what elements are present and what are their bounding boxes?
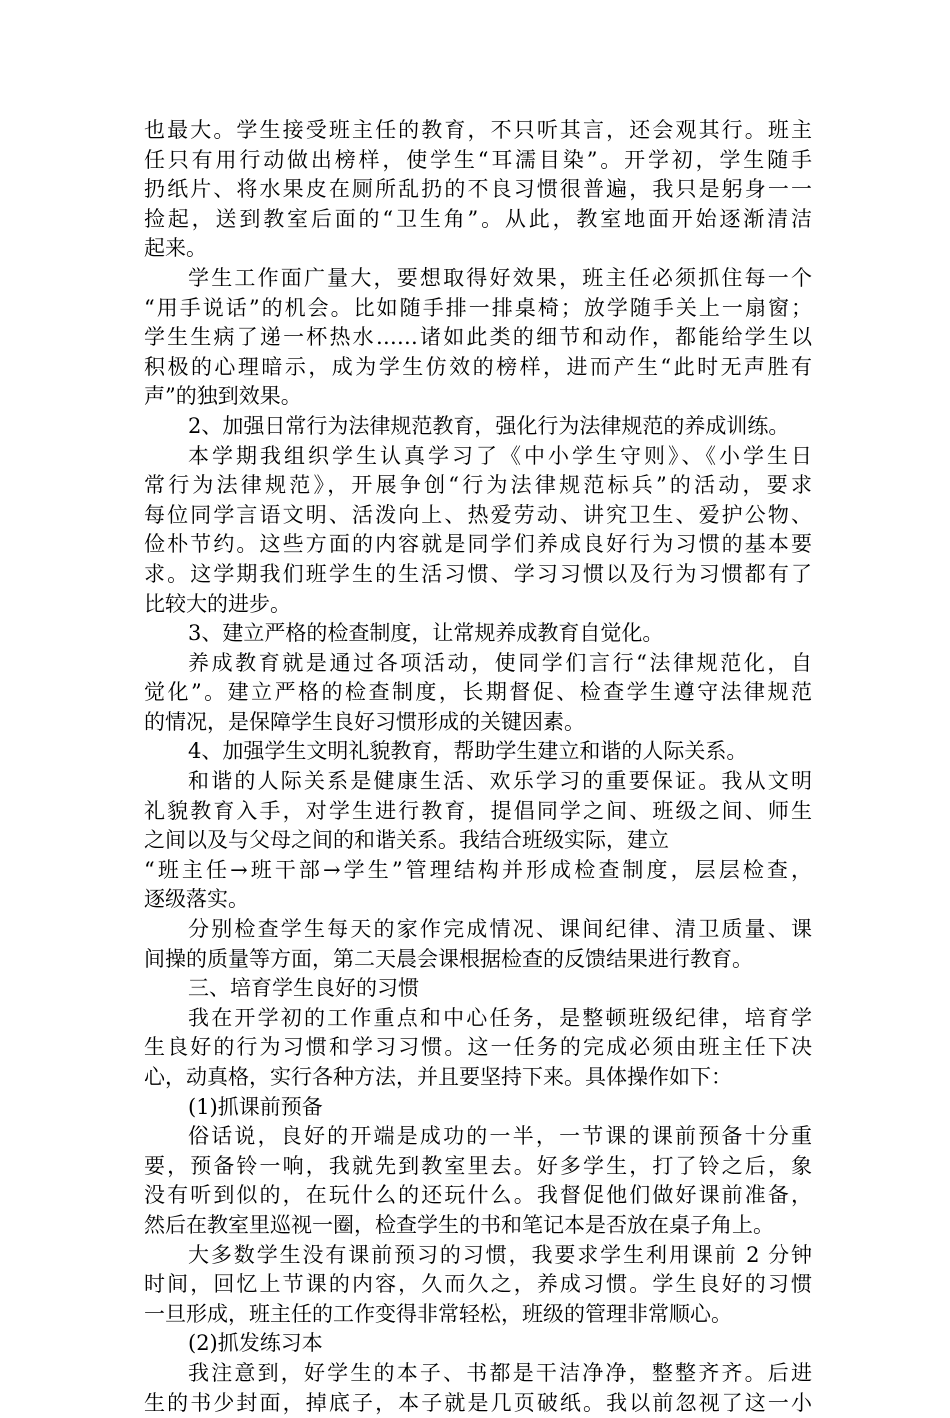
text-line: 声”的独到效果。: [144, 384, 302, 409]
document-body: [144, 116, 812, 1418]
text-line: 心，动真格，实行各种方法，并且要坚持下来。具体操作如下：: [144, 1065, 732, 1089]
text-line: 任只有用行动做出榜样，使学生“耳濡目染”。开学初，学生随手: [144, 147, 812, 172]
text-line: 比较大的进步。: [144, 591, 291, 616]
text-line: 的情况，是保障学生良好习惯形成的关键因素。: [144, 709, 585, 734]
text-line: 一旦形成，班主任的工作变得非常轻松，班级的管理非常顺心。: [144, 1301, 732, 1326]
text-line: 间操的质量等方面，第二天晨会课根据检查的反馈结果进行教育。: [144, 946, 753, 971]
text-line: 三、培育学生良好的习惯: [188, 976, 419, 1001]
text-line: 和谐的人际关系是健康生活、欢乐学习的重要保证。我从文明: [188, 769, 812, 794]
text-line: 生良好的行为习惯和学习习惯。这一任务的完成必须由班主任下决: [144, 1035, 812, 1060]
text-line: 时间，回忆上节课的内容，久而久之，养成习惯。学生良好的习惯: [144, 1272, 812, 1297]
text-line: 分别检查学生每天的家作完成情况、课间纪律、清卫质量、课: [188, 917, 812, 942]
text-line: 4、加强学生文明礼貌教育，帮助学生建立和谐的人际关系。: [188, 739, 748, 764]
text-line: 礼貌教育入手，对学生进行教育，提倡同学之间、班级之间、师生: [144, 798, 812, 823]
text-line: 逐级落实。: [144, 887, 249, 912]
text-line: 学生生病了递一杯热水……诸如此类的细节和动作，都能给学生以: [144, 325, 812, 350]
text-line: 本学期我组织学生认真学习了《中小学生守则》、《小学生日: [188, 443, 812, 468]
text-line: 捡起，送到教室后面的“卫生角”。从此，教室地面开始逐渐清洁: [144, 206, 812, 231]
text-line: “用手说话”的机会。比如随手排一排桌椅；放学随手关上一扇窗；: [144, 295, 812, 320]
text-line: 每位同学言语文明、活泼向上、热爱劳动、讲究卫生、爱护公物、: [144, 502, 812, 527]
text-line: 生的书少封面，掉底子，本子就是几页破纸。我以前忽视了这一小: [144, 1390, 812, 1415]
text-line: (2)抓发练习本: [188, 1331, 323, 1356]
text-line: 大多数学生没有课前预习的习惯，我要求学生利用课前 2 分钟: [188, 1242, 812, 1267]
text-line: 我在开学初的工作重点和中心任务，是整顿班级纪律，培育学: [188, 1005, 812, 1030]
text-line: (1)抓课前预备: [188, 1094, 323, 1119]
text-line: 觉化”。建立严格的检查制度，长期督促、检查学生遵守法律规范: [144, 680, 812, 705]
text-line: 积极的心理暗示，成为学生仿效的榜样，进而产生“此时无声胜有: [144, 354, 812, 379]
text-line: “班主任→班干部→学生”管理结构并形成检查制度，层层检查，: [144, 857, 812, 882]
text-line: 没有听到似的，在玩什么的还玩什么。我督促他们做好课前准备，: [144, 1183, 812, 1208]
text-line: 然后在教室里巡视一圈，检查学生的书和笔记本是否放在桌子角上。: [144, 1212, 774, 1237]
text-line: 常行为法律规范》，开展争创“行为法律规范标兵”的活动，要求: [144, 473, 812, 498]
text-line: 要，预备铃一响，我就先到教室里去。好多学生，打了铃之后，象: [144, 1153, 812, 1178]
text-line: 俭朴节约。这些方面的内容就是同学们养成良好行为习惯的基本要: [144, 532, 812, 557]
text-line: 养成教育就是通过各项活动，使同学们言行“法律规范化，自: [188, 650, 812, 675]
text-line: 求。这学期我们班学生的生活习惯、学习习惯以及行为习惯都有了: [144, 561, 812, 586]
text-line: 学生工作面广量大，要想取得好效果，班主任必须抓住每一个: [188, 265, 812, 290]
text-line: 俗话说，良好的开端是成功的一半，一节课的课前预备十分重: [188, 1124, 812, 1149]
text-line: 也最大。学生接受班主任的教育，不只听其言，还会观其行。班主: [144, 118, 812, 142]
text-line: 扔纸片、将水果皮在厕所乱扔的不良习惯很普遍，我只是躬身一一: [144, 177, 812, 202]
text-line: 2、加强日常行为法律规范教育，强化行为法律规范的养成训练。: [188, 413, 790, 438]
text-line: 我注意到，好学生的本子、书都是干洁净净，整整齐齐。后进: [188, 1360, 812, 1385]
text-line: 起来。: [144, 236, 207, 261]
text-line: 之间以及与父母之间的和谐关系。我结合班级实际，建立: [144, 828, 669, 853]
text-line: 3、建立严格的检查制度，让常规养成教育自觉化。: [188, 621, 664, 646]
